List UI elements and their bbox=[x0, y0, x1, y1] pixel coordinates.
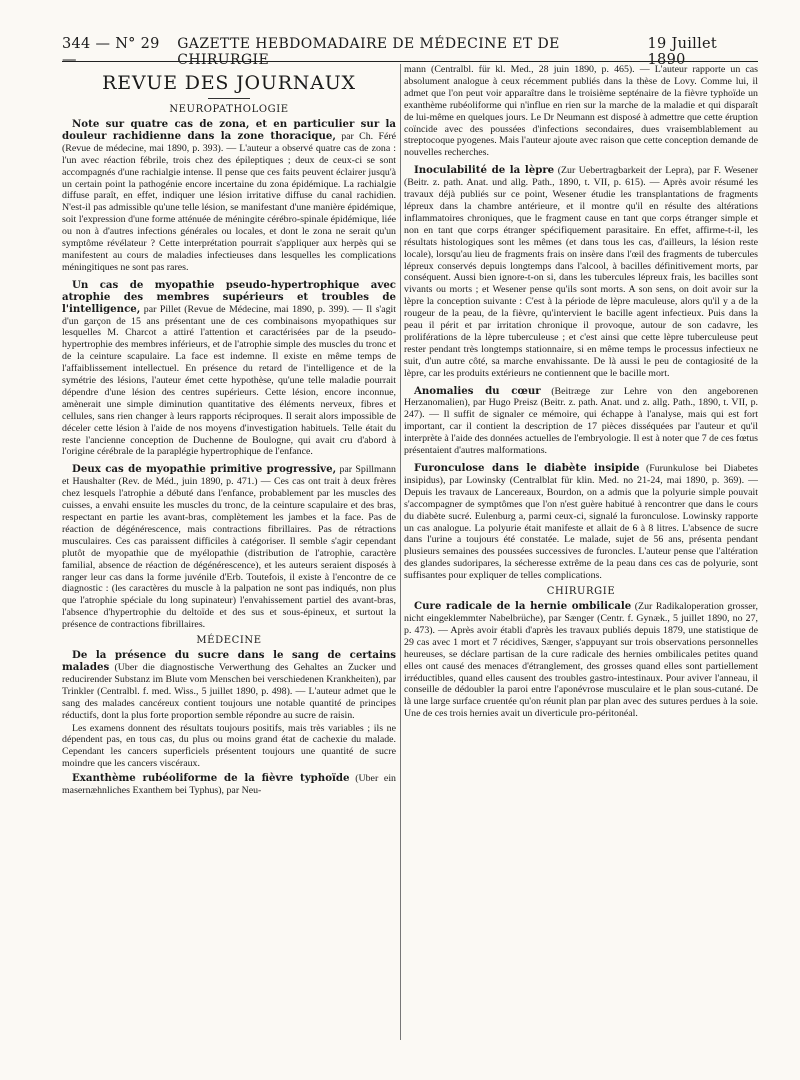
article-body: (Beitræge zur Lehre von den angeborenen Herzanomalien), par Hugo Preisz (Beitr. z. path. Anat. und z. allg. Path., 1890, t. VII, p. 247). — Il suffit de signaler ce mémoire, qui échappe à l'analyse, mais qui est fort important, car il contient la description de 17 pièces disséquées par l'auteur et qu'il interprète à l'aide des données actuelles de l'embryologie. Il est à noter que 7 de ces fœtus présentaient d'autres malformations. bbox=[404, 385, 758, 457]
running-header bbox=[62, 36, 758, 68]
right-column bbox=[404, 64, 758, 1070]
article-sucre-sang-para2: Les examens donnent des résultats toujours positifs, mais très variables ; ils ne dépendent pas, en tous cas, du plus ou moins grand état de cachexie du malade. Cependant les cancers superficiels présentent toujours une quantité de sucre moindre que les cancers viscéraux. bbox=[62, 722, 396, 770]
article-anomalies-coeur bbox=[404, 386, 758, 457]
rubrique-medecine: MÉDECINE bbox=[196, 635, 262, 647]
article-body: (Uber ein masernæhnliches Exanthem bei Typhus), par Neu- bbox=[62, 773, 396, 797]
article-exantheme-continued: mann (Centralbl. für kl. Med., 28 juin 1890, p. 465). — L'auteur rapporte un cas absolument analogue à ceux récemment publiés dans la thèse de Lovy. Comme lui, il admet que l'on peut voir apparaître dans le troisième septénaire de la fièvre typhoïde un exanthème rubéoliforme qui n'influe en rien sur la marche de la maladie et qui disparaît de lui-même en quelques jours. Le Dr Neumann est disposé à admettre que cette éruption coïncide avec des poussées d'infections secondaires, dues vraisemblablement au streptocoque pyogenes. Mais l'auteur ajoute avec raison que cette conception demande de nouvelles recherches. bbox=[404, 64, 758, 159]
article-body: (Uber die diagnostische Verwerthung des Gehaltes an Zucker und reducirender Substanz im Blute vom Menschen bei verschiedenen Krankheiten), par Trinkler (Centralbl. f. med. Wiss., 5 juillet 1890, p. 498). — L'auteur admet que le sang des malades cancéreux contient toujours une notable quantité de principes réductifs, dont la plus forte proportion semble répondre au sucre de raisin. bbox=[62, 661, 396, 721]
article-body: (Furunkulose bei Diabetes insipidus), par Lowinsky (Centralblat für klin. Med. no 21-24, mai 1890, p. 369). — Depuis les travaux de Lancereaux, Bourdon, on a admis que la polyurie simple pouvait s'accompagner de symptômes que l'on n'est guère habitué à rencontrer que dans le cours du diabète sucré. Eulenburg a, parmi ceux-ci, signalé la furonculose. Lowinsky rapporte un cas analogue. La polyurie était manifeste et allait de 6 à 8 litres. L'absence de sucre dans l'urine a toujours été constatée. Le malade, sujet de 56 ans, présenta pendant plusieurs semaines des poussées successives de furoncles. L'auteur pense que l'altération des glandes sudoripares, la sécheresse extrême de la peau dans ces cas de polyurie, sont suffisantes pour expliquer de telles complications. bbox=[404, 463, 758, 582]
rubrique-neuropathologie: NEUROPATHOLOGIE bbox=[169, 104, 289, 115]
rubrique-chirurgie: CHIRURGIE bbox=[546, 586, 616, 598]
article-body: par Spillmann et Haushalter (Rev. de Méd., juin 1890, p. 471.) — Ces cas ont trait à deux frères chez lesquels l'atrophie a débuté dans l'enfance, probablement par les muscles des cuisses, a envahi ensuite les muscles du tronc, de la ceinture scapulaire et des bras, respectant en partie les avant-bras, complètement les jambes et la face. Pas de réaction de dégénérescence, mais contractions fibrillaires. Pas de rétractions musculaires. Ces cas paraissent difficiles à catégoriser. Il semble s'agir cependant plutôt de myopathie que de myélopathie (distribution de l'atrophie, caractère familial, absence de réaction de dégénérescence), et les auteurs seraient disposés à ranger leur cas dans la forme juvénile d'Erb. Toutefois, il existe à l'encontre de ce diagnostic : (les caractères du muscle à la palpation ne sont pas indiqués, non plus que l'atrophie spéciale du long supinateur) l'envahissement partiel des avant-bras, l'absence d'hypertrophie du deltoïde et des sus et sous-épineux, et surtout la présence de contractions fibrillaires. bbox=[62, 464, 396, 631]
article-title: Deux cas de myopathie primitive progressive, bbox=[72, 463, 337, 476]
article-zona bbox=[62, 119, 396, 274]
article-title: Exanthème rubéoliforme de la fièvre typhoïde bbox=[72, 772, 350, 785]
page-number: 344 — N° 29 — bbox=[62, 36, 160, 68]
article-sucre-sang bbox=[62, 650, 396, 721]
article-title: De la présence du sucre dans le sang de certains malades bbox=[62, 649, 396, 673]
issue-date: 19 Juillet 1890 bbox=[647, 36, 718, 68]
heading-rule bbox=[208, 98, 250, 99]
article-hernie bbox=[404, 601, 758, 720]
article-title: Cure radicale de la hernie ombilicale bbox=[414, 600, 632, 613]
header-rule bbox=[62, 61, 758, 62]
article-body: (Zur Radikaloperation grosser, nicht eingeklemmter Nabelbrüche), par Sænger (Centr. f. Gynæk., 5 juillet 1890, no 27, p. 473). — Après avoir établi d'après les travaux publiés depuis 1879, une statistique de 29 cas avec 1 mort et 7 récidives, Sænger, s'appuyant sur trois observations personnelles heureuses, se déclare partisan de la cure radicale des hernies ombilicales petites quand elles ont causé des menaces d'étranglement, des grosses quand elles sont partiellement irréductibles, quand elles causent des troubles gastro-intestinaux. Pour aviver l'anneau, il conseille de dédoubler la paroi entre l'aponévrose musculaire et le plan sous-cutané. De là une large surface cruentée qu'on réunit plan par plan avec des sutures perdues à la soie. Une de ces trois hernies avait un diverticule pro-péritonéal. bbox=[404, 601, 758, 720]
article-body: par Pillet (Revue de Médecine, mai 1890, p. 399). — Il s'agit d'un garçon de 15 ans présentant une de ces combinaisons myopathiques sur lesquelles M. Charcot a attiré l'attention et caractérisées par de la pseudo-hypertrophie des membres inférieurs, et de l'atrophie simple des muscles du tronc et de la ceinture scapulaire. La face est indemne. Il existe en même temps de l'affaiblissement intellectuel. En présence du retard de l'intelligence et de la symétrie des lésions, l'auteur émet cette hypothèse, qu'une telle maladie pourrait dépendre d'une lésion des centres supérieurs. Cette lésion, encore inconnue, amènerait une simple diminution quantitative des éléments nerveux, fibres et cellules, sans rien changer à leurs rapports réciproques. Il serait alors impossible de déceler cette lésion à l'aide de nos moyens d'investigation habituels. Telle était du reste l'ancienne conception de Duchenne de Boulogne, qui avait cru d'abord à l'origine cérébrale de la paraplégie hypertrophique de l'enfance. bbox=[62, 303, 396, 458]
article-title: Furonculose dans le diabète insipide bbox=[414, 462, 640, 474]
article-myopathie-primitive bbox=[62, 464, 396, 631]
left-column bbox=[62, 64, 396, 1070]
article-title: Anomalies du cœur bbox=[414, 384, 541, 397]
article-lepre bbox=[404, 165, 758, 379]
article-title: Note sur quatre cas de zona, et en particulier sur la douleur rachidienne dans la zone thoracique, bbox=[62, 118, 396, 142]
section-heading: REVUE DES JOURNAUX bbox=[102, 72, 356, 94]
article-myopathie-pseudo bbox=[62, 280, 396, 459]
article-body: (Zur Uebertragbarkeit der Lepra), par F. Wesener (Beitr. z. path. Anat. und allg. Path., 1890, t. VII, p. 615). — Après avoir résumé les travaux déjà publiés sur ce point, Wesener étudie les transplantations de fragments lépreux dans la chambre antérieure, et il montre qu'il en résulte des altérations inflammatoires chroniques, que le fragment cause en tant que corps étranger simple et non en tant que corps étranger spécifiquement parasitaire. En effet, affirme-t-il, les résultats histologiques sont les mêmes (et dans tous les cas, d'ailleurs, la lésion reste locale), lorsqu'au lieu de fragments frais on insère dans l'œil des fragments de tubercules lépreux conservés depuis longtemps dans l'alcool, à bacilles définitivement morts, par conséquent. Aussi bien ignore-t-on si, dans les tubercules lépreux frais, les bacilles sont vivants ou morts ; et Wesener pense qu'ils sont morts. A son sens, on doit avoir sur la lèpre la conception suivante : C'est à la période de lèpre maculeuse, alors qu'il y a de la rougeur de la peau, de la fièvre, qu'intervient le bacille agent infectieux. Puis dans la peau il périt et par irritation chronique il provoque, autour de son cadavre, les proliférations de la lèpre tuberculeuse ; et c'est ainsi que cette lèpre tuberculeuse peut rester pendant très longtemps stationnaire, si en même temps le processus infectieux ne suit, d'un autre côté, sa marche envahissante. De là aussi le peu de contagiosité de la lèpre, car les produits extérieurs ne contiennent que le bacille mort. bbox=[404, 165, 758, 379]
article-furonculose bbox=[404, 463, 758, 582]
article-body: par Ch. Féré (Revue de médecine, mai 1890, p. 393). — L'auteur a observé quatre cas de zona : l'un avec réaction fébrile, trois chez des épileptiques ; deux de ceux-ci se sont accompagnés d'une rachialgie intense. Il pense que ces faits peuvent éclairer jusqu'à un certain point la pathogénie encore incertaine du zona épidémique. La rachialgie diffuse paraît, en effet, indiquer une lésion irritative diffuse du canal rachidien. N'est-il pas admissible qu'une telle lésion, se manifestant d'une manière épidémique, soit l'expression d'une forme atténuée de méningite cérébro-spinale épidémique, liée ou non à d'autres infections générales ou locales, et dont le zona ne serait qu'un symptôme révélateur ? Cette interprétation pourrait s'appliquer aux herpès qui se manifestent au cours de maladies infectieuses dans lesquelles les complications méningitiques ne sont pas rares. bbox=[62, 130, 396, 273]
column-separator bbox=[400, 64, 401, 1040]
article-title: Un cas de myopathie pseudo-hypertrophique avec atrophie des membres supérieurs et troubles de l'intelligence, bbox=[62, 278, 396, 315]
article-title: Inoculabilité de la lèpre bbox=[414, 164, 555, 177]
journal-title: GAZETTE HEBDOMADAIRE DE MÉDECINE ET DE CHIRURGIE bbox=[177, 36, 560, 68]
article-exantheme bbox=[62, 773, 396, 797]
